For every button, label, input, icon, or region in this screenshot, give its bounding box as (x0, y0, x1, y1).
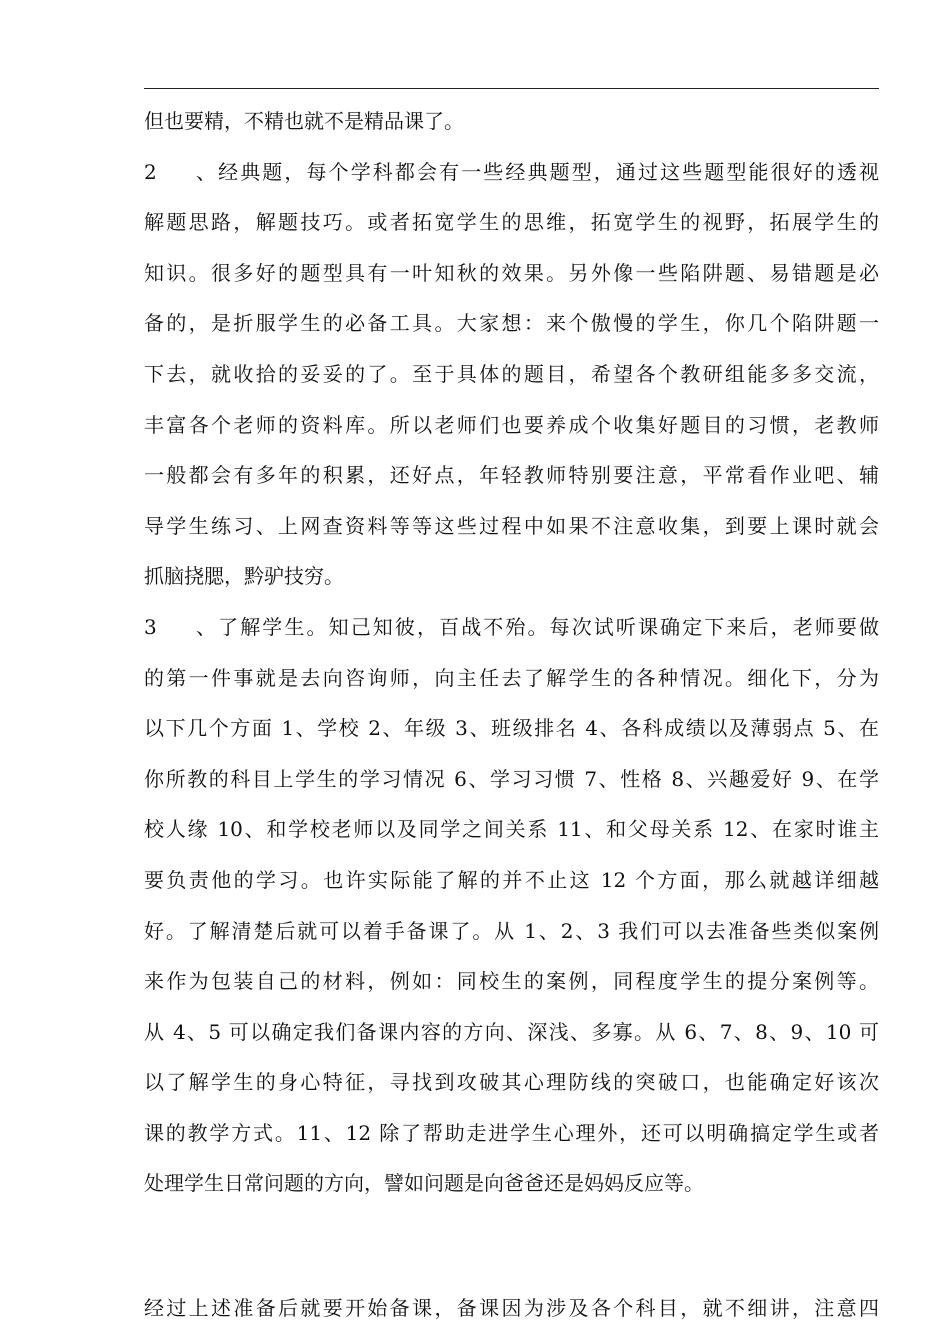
text-line: 课的教学方式。11、12 除了帮助走进学生心理外，还可以明确搞定学生或者 (144, 1120, 879, 1145)
text-line: 丰富各个老师的资料库。所以老师们也要养成个收集好题目的习惯，老教师 (144, 412, 879, 437)
text-line: 的第一件事就是去向咨询师，向主任去了解学生的各种情况。细化下，分为 (144, 665, 879, 690)
text-line: 以下几个方面 1、学校 2、年级 3、班级排名 4、各科成绩以及薄弱点 5、在 (144, 716, 879, 741)
text-line: 但也要精，不精也就不是精品课了。 (144, 109, 464, 133)
text-line: 解题思路，解题技巧。或者拓宽学生的思维，拓宽学生的视野，拓展学生的 (144, 210, 879, 235)
document-body (144, 96, 879, 1334)
text-line: 你所教的科目上学生的学习情况 6、学习习惯 7、性格 8、兴趣爱好 9、在学 (144, 766, 879, 791)
text-line: 从 4、5 可以确定我们备课内容的方向、深浅、多寡。从 6、7、8、9、10 可 (144, 1019, 879, 1044)
list-number: 3、 (144, 614, 216, 639)
list-item-2 (144, 147, 879, 198)
text-line: 来作为包装自己的材料，例如：同校生的案例，同程度学生的提分案例等。 (144, 969, 879, 994)
text-line: 要负责他的学习。也许实际能了解的并不止这 12 个方面，那么就越详细越 (144, 867, 879, 892)
list-number: 2、 (144, 159, 216, 184)
text-line: 导学生练习、上网查资料等等这些过程中如果不注意收集，到要上课时就会 (144, 513, 879, 538)
text-line: 经典题，每个学科都会有一些经典题型，通过这些题型能很好的透视 (216, 159, 879, 184)
paragraph-gap (144, 1209, 879, 1283)
text-line: 备的，是折服学生的必备工具。大家想：来个傲慢的学生，你几个陷阱题一 (144, 311, 879, 336)
list-item-3 (144, 602, 879, 653)
text-line: 以了解学生的身心特征，寻找到攻破其心理防线的突破口，也能确定好该次 (144, 1070, 879, 1095)
text-line: 了解学生。知己知彼，百战不殆。每次试听课确定下来后，老师要做 (216, 614, 879, 639)
text-line: 一般都会有多年的积累，还好点，年轻教师特别要注意，平常看作业吧、辅 (144, 463, 879, 488)
text-line: 抓脑挠腮，黔驴技穷。 (144, 564, 344, 589)
header-rule (144, 88, 879, 89)
text-line: 处理学生日常问题的方向，譬如问题是向爸爸还是妈妈反应等。 (144, 1171, 704, 1196)
text-line: 下去，就收拾的妥妥的了。至于具体的题目，希望各个教研组能多多交流， (144, 361, 879, 386)
text-line: 经过上述准备后就要开始备课，备课因为涉及各个科目，就不细讲，注意四 (144, 1296, 879, 1321)
text-line: 校人缘 10、和学校老师以及同学之间关系 11、和父母关系 12、在家时谁主 (144, 817, 879, 842)
text-line: 好。了解清楚后就可以着手备课了。从 1、2、3 我们可以去准备些类似案例 (144, 918, 879, 943)
text-line: 知识。很多好的题型具有一叶知秋的效果。另外像一些陷阱题、易错题是必 (144, 260, 879, 285)
